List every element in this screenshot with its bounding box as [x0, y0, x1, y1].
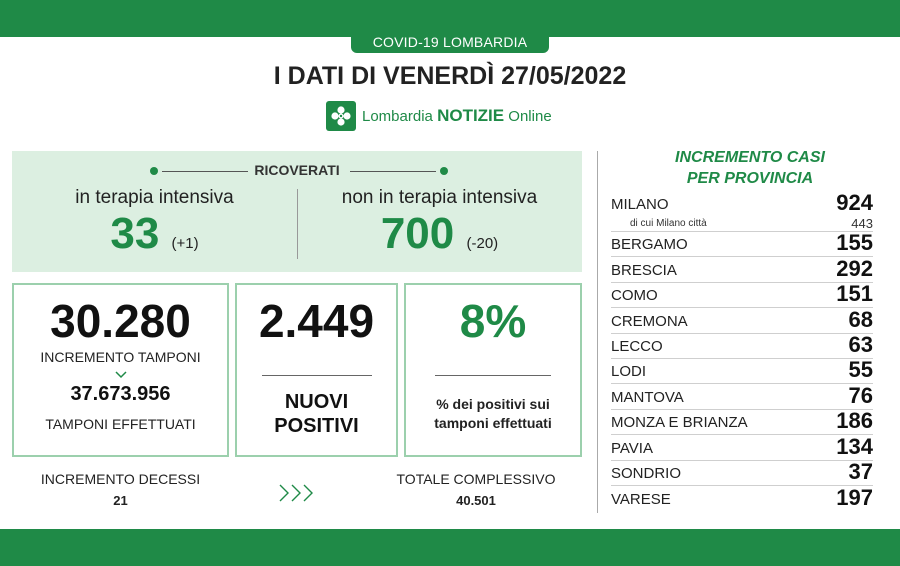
heading-dot-right — [440, 167, 448, 175]
province-value: 151 — [836, 281, 873, 307]
intensiva-value: 33 — [110, 209, 160, 258]
vertical-separator — [597, 151, 598, 513]
decessi-block — [12, 471, 229, 508]
province-value: 37 — [848, 458, 873, 484]
heading-line-right — [350, 171, 436, 172]
header-badge: COVID-19 LOMBARDIA — [351, 31, 549, 53]
province-value: 76 — [848, 382, 873, 408]
province-name: LODI — [611, 363, 647, 381]
tamponi-increment-label: INCREMENTO TAMPONI — [40, 349, 201, 365]
province-row-mantova — [611, 384, 873, 409]
province-value: 55 — [848, 357, 873, 383]
percentuale-value: 8% — [459, 295, 527, 347]
intensiva-column — [12, 187, 297, 267]
province-title-line2: PER PROVINCIA — [686, 170, 814, 187]
province-name: VARESE — [611, 491, 671, 509]
non-intensiva-column — [297, 187, 582, 267]
province-row-como — [611, 283, 873, 308]
province-name: MANTOVA — [611, 388, 684, 406]
percentuale-divider — [435, 375, 551, 376]
province-value: 292 — [836, 255, 873, 281]
page-title: I DATI DI VENERDÌ 27/05/2022 — [273, 62, 627, 90]
positivi-value: 2.449 — [258, 295, 375, 347]
positivi-card — [235, 283, 398, 457]
province-row-sondrio — [611, 458, 873, 486]
province-row-brescia — [611, 257, 873, 282]
ricoverati-panel — [12, 151, 582, 272]
province-value: 197 — [836, 485, 873, 511]
province-row-varese — [611, 486, 873, 511]
province-title — [600, 147, 900, 189]
positivi-label-2: POSITIVI — [274, 415, 359, 437]
province-row-bergamo — [611, 232, 873, 257]
province-row-milano — [611, 190, 873, 232]
non-intensiva-value: 700 — [380, 209, 455, 258]
province-list — [611, 190, 873, 511]
non-intensiva-label: non in terapia intensiva — [341, 187, 538, 208]
brand-logo-group — [326, 101, 552, 131]
province-value: 924 — [836, 190, 873, 215]
brand-part1: Lombardia — [362, 108, 433, 125]
intensiva-delta: (+1) — [171, 235, 199, 252]
brand-part3: Online — [508, 108, 552, 125]
ricoverati-heading: RICOVERATI — [254, 162, 340, 178]
ricoverati-heading-row — [12, 161, 582, 181]
province-name: LECCO — [611, 337, 663, 355]
brand-text — [362, 106, 552, 126]
milano-city-label: di cui Milano città — [630, 218, 707, 229]
brand-part2: NOTIZIE — [437, 106, 505, 125]
non-intensiva-value-row — [297, 211, 582, 267]
tamponi-card — [12, 283, 229, 457]
percentuale-card — [404, 283, 582, 457]
province-name: COMO — [611, 287, 658, 305]
province-value: 134 — [836, 433, 873, 459]
bottom-green-bar — [0, 529, 900, 566]
percentuale-label-2: tamponi effettuati — [434, 415, 552, 431]
decessi-label: INCREMENTO DECESSI — [40, 471, 201, 487]
province-value: 68 — [848, 306, 873, 332]
province-value: 186 — [836, 408, 873, 434]
province-name: BERGAMO — [611, 236, 688, 254]
province-row-monza-brianza — [611, 410, 873, 435]
province-name: PAVIA — [611, 439, 653, 457]
chevron-down-icon — [14, 367, 227, 383]
decessi-value: 21 — [113, 493, 128, 508]
non-intensiva-delta: (-20) — [466, 235, 499, 252]
province-row-cremona — [611, 308, 873, 333]
province-row-lecco — [611, 331, 873, 359]
intensiva-label: in terapia intensiva — [75, 187, 234, 208]
percentuale-label-1: % dei positivi sui — [436, 396, 550, 412]
positivi-label-1: NUOVI — [284, 391, 349, 413]
tamponi-total-label: TAMPONI EFFETTUATI — [45, 416, 196, 432]
totale-block — [370, 471, 582, 508]
province-name: SONDRIO — [611, 464, 682, 482]
clover-icon — [326, 101, 356, 131]
province-row-pavia — [611, 435, 873, 460]
province-value: 155 — [836, 230, 873, 256]
province-name: BRESCIA — [611, 261, 677, 279]
totale-value: 40.501 — [456, 493, 496, 508]
intensiva-value-row — [12, 211, 297, 267]
province-row-lodi — [611, 359, 873, 384]
province-value: 63 — [848, 331, 873, 357]
totale-label: TOTALE COMPLESSIVO — [396, 471, 556, 487]
double-chevron-right-icon — [276, 482, 326, 504]
tamponi-total-value: 37.673.956 — [70, 383, 171, 405]
province-name: CREMONA — [611, 312, 688, 330]
province-title-line1: INCREMENTO CASI — [675, 149, 825, 166]
milano-city-value: 443 — [851, 216, 873, 231]
province-name: MILANO — [611, 196, 669, 213]
province-name: MONZA E BRIANZA — [611, 414, 748, 432]
positivi-divider — [262, 375, 372, 376]
tamponi-increment-value: 30.280 — [50, 295, 191, 347]
